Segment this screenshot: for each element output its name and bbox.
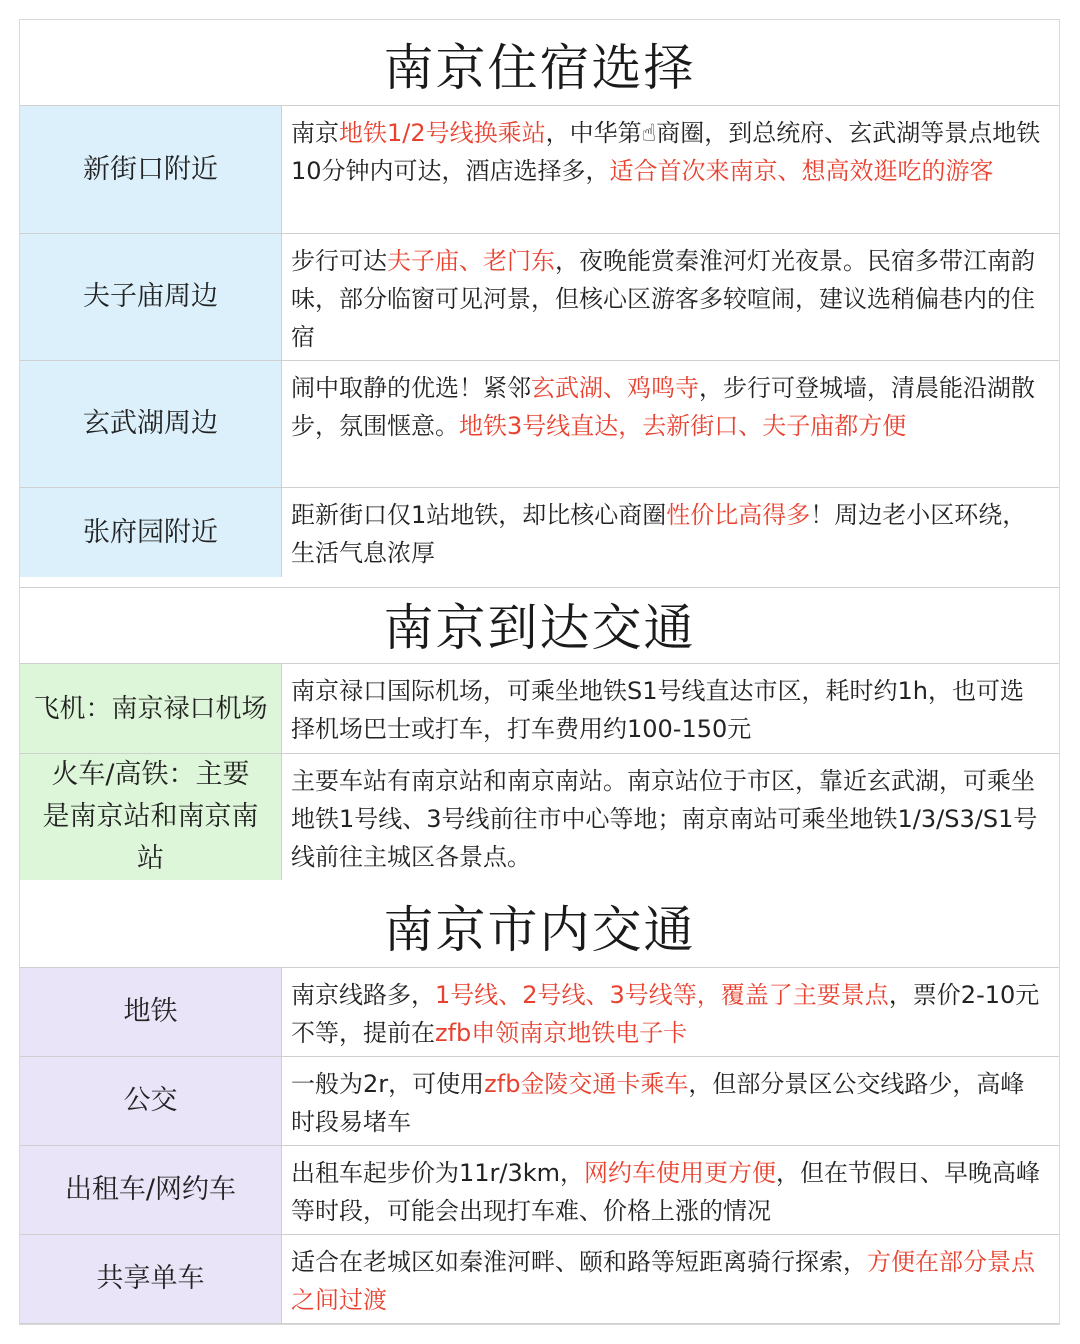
- highlight-text: 1号线、2号线、3号线等，覆盖了主要景点: [435, 981, 889, 1009]
- body-text: ，中华第☝商圈，到总统府、玄武湖等景点地铁10分钟内可达，酒店选择多，: [291, 119, 1041, 185]
- table-row: [20, 233, 1059, 360]
- row-description: [291, 1243, 1047, 1319]
- body-text: ，但在节假日、早晚高峰等时段，可能会出现打车难、价格上涨的情况: [291, 1159, 1041, 1225]
- body-text: 一般为2r，可使用: [291, 1070, 485, 1098]
- table-row: [20, 360, 1059, 487]
- row-description: [291, 496, 1047, 572]
- section-title-lodging: 南京住宿选择: [383, 39, 696, 97]
- body-text: ！周边老小区环绕，生活气息浓厚: [291, 501, 1027, 567]
- highlight-text: 性价比高得多: [666, 501, 811, 529]
- row-description: [291, 1065, 1047, 1141]
- highlight-text: 适合首次来南京、想高效逛吃的游客: [609, 157, 994, 185]
- row-description: [291, 672, 1047, 748]
- body-text: 步行可达: [291, 247, 387, 275]
- highlight-text: zfb申领南京地铁电子卡: [435, 1019, 688, 1047]
- body-text: ，但部分景区公交线路少，高峰时段易堵车: [291, 1070, 1025, 1136]
- table-row: [20, 1145, 1059, 1234]
- table-row: [20, 105, 1059, 233]
- row-label: 出租车/网约车: [20, 1146, 282, 1234]
- body-text: 南京线路多，: [291, 981, 435, 1009]
- section-title-city-transport: 南京市内交通: [383, 901, 696, 959]
- section-title-arrival: 南京到达交通: [20, 587, 1059, 660]
- row-label: 公交: [20, 1057, 282, 1145]
- row-label: 夫子庙周边: [20, 234, 282, 360]
- body-text: ，票价2-10元不等，提前在: [291, 981, 1040, 1047]
- row-description: [291, 369, 1047, 445]
- row-description: [291, 762, 1047, 876]
- body-text: 南京: [291, 119, 339, 147]
- highlight-text: 地铁3号线直达，去新街口、夫子庙都方便: [459, 412, 907, 440]
- row-label: 张府园附近: [20, 488, 282, 577]
- row-description: [291, 976, 1047, 1052]
- highlight-text: 方便在部分景点之间过渡: [291, 1248, 1035, 1314]
- row-label: 火车/高铁：主要是南京站和南京南站: [20, 754, 282, 880]
- row-description: [291, 242, 1047, 356]
- body-text: 闹中取静的优选！紧邻: [291, 374, 531, 402]
- highlight-text: zfb金陵交通卡乘车: [484, 1070, 689, 1098]
- body-text: 南京禄口国际机场，可乘坐地铁S1号线直达市区，耗时约1h，也可选择机场巴士或打车，打车费用约100-150元: [291, 677, 1024, 743]
- table-row: [20, 967, 1059, 1056]
- table-row: [20, 1234, 1059, 1324]
- body-text: 距新街口仅1站地铁，却比核心商圈: [291, 501, 667, 529]
- table-row: [20, 663, 1059, 753]
- highlight-text: 地铁1/2号线换乘站: [339, 119, 546, 147]
- body-text: 出租车起步价为11r/3km，: [291, 1159, 585, 1187]
- table-row: [20, 753, 1059, 880]
- row-description: [291, 1154, 1047, 1230]
- highlight-text: 网约车使用更方便: [584, 1159, 777, 1187]
- body-text: ，步行可登城墙，清晨能沿湖散步，氛围惬意。: [291, 374, 1035, 440]
- highlight-text: 夫子庙、老门东: [387, 247, 555, 275]
- highlight-text: 玄武湖、鸡鸣寺: [531, 374, 699, 402]
- table-row: [20, 487, 1059, 577]
- body-text: 适合在老城区如秦淮河畔、颐和路等短距离骑行探索，: [291, 1248, 867, 1276]
- row-label: 新街口附近: [20, 106, 282, 233]
- row-label: 地铁: [20, 968, 282, 1056]
- table-row: [20, 1056, 1059, 1145]
- row-label: 玄武湖周边: [20, 361, 282, 487]
- body-text: ，夜晚能赏秦淮河灯光夜景。民宿多带江南韵味，部分临窗可见河景，但核心区游客多较喧闹，建议选稍偏巷内的住宿: [291, 247, 1035, 351]
- body-text: 主要车站有南京站和南京南站。南京站位于市区，靠近玄武湖，可乘坐地铁1号线、3号线前往市中心等地；南京南站可乘坐地铁1/3/S3/S1号线前往主城区各景点。: [291, 767, 1038, 871]
- row-label: 共享单车: [20, 1235, 282, 1323]
- row-label: 飞机：南京禄口机场: [20, 664, 282, 753]
- row-description: [291, 114, 1047, 190]
